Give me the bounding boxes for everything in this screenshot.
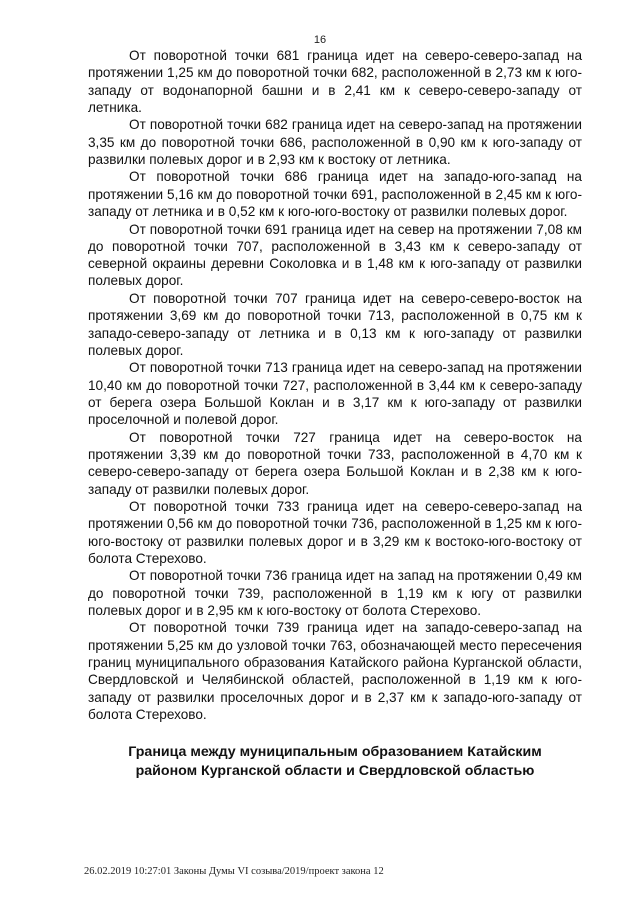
- paragraph-682: От поворотной точки 682 граница идет на северо-запад на протяжении 3,35 км до поворотной точки 686, расположенной в 0,90 км к юго-западу от развилки полевых дорог и в 2,93 км к востоку от летника.: [88, 117, 582, 167]
- paragraph-739: От поворотной точки 739 граница идет на западо-северо-запад на протяжении 5,25 км до узловой точки 763, обозначающей место пересечения границ муниципального образования Катайского района Курганской области, Свердловской и Челябинской областей, расположенной в 1,19 км к юго-западу от развилки проселочных дорог и в 2,37 км к западо-юго-западу от болота Стерехово.: [88, 620, 582, 722]
- document-body: [88, 47, 582, 781]
- paragraph-736: От поворотной точки 736 граница идет на запад на протяжении 0,49 км до поворотной точки 739, расположенной в 1,19 км к югу от развилки полевых дорог и в 2,95 км к юго-востоку от болота Стерехово.: [88, 568, 582, 618]
- paragraph-681: От поворотной точки 681 граница идет на северо-северо-запад на протяжении 1,25 км до поворотной точки 682, расположенной в 2,73 км к юго-западу от водонапорной башни и в 2,41 км к северо-северо-западу от летника.: [88, 48, 582, 115]
- paragraph-727: От поворотной точки 727 граница идет на северо-восток на протяжении 3,39 км до поворотной точки 733, расположенной в 4,70 км к северо-северо-западу от берега озера Большой Коклан и в 2,38 км к юго-западу от развилки полевых дорог.: [88, 429, 582, 497]
- section-heading: Граница между муниципальным образованием Катайским районом Курганской области и Свердловской областью: [128, 744, 542, 780]
- paragraph-707: От поворотной точки 707 граница идет на северо-северо-восток на протяжении 3,69 км до поворотной точки 713, расположенной в 0,75 км к западо-северо-западу от летника и в 0,13 км к юго-западу от развилки полевых дорог.: [88, 290, 582, 358]
- paragraph-733: От поворотной точки 733 граница идет на северо-северо-запад на протяжении 0,56 км до поворотной точки 736, расположенной в 1,25 км к юго-юго-востоку от развилки полевых дорог и в 3,29 км к востоко-юго-востоку от болота Стерехово.: [88, 499, 582, 566]
- paragraph-686: От поворотной точки 686 граница идет на западо-юго-запад на протяжении 5,16 км до поворотной точки 691, расположенной в 2,45 км к юго-западу от летника и в 0,52 км к юго-юго-востоку от развилки полевых дорог.: [88, 169, 582, 220]
- page-number: 16: [313, 34, 327, 46]
- document-footer: 26.02.2019 10:27:01 Законы Думы VI созыва/2019/проект закона 12: [84, 866, 384, 877]
- paragraph-691: От поворотной точки 691 граница идет на север на протяжении 7,08 км до поворотной точки 707, расположенной в 3,43 км к северо-западу от северной окраины деревни Соколовка и в 1,48 км к юго-западу от развилки полевых дорог.: [88, 221, 582, 289]
- paragraph-713: От поворотной точки 713 граница идет на северо-запад на протяжении 10,40 км до поворотной точки 727, расположенной в 3,44 км к северо-западу от берега озера Большой Коклан и в 3,17 км к юго-западу от развилки проселочной и полевой дорог.: [88, 360, 582, 428]
